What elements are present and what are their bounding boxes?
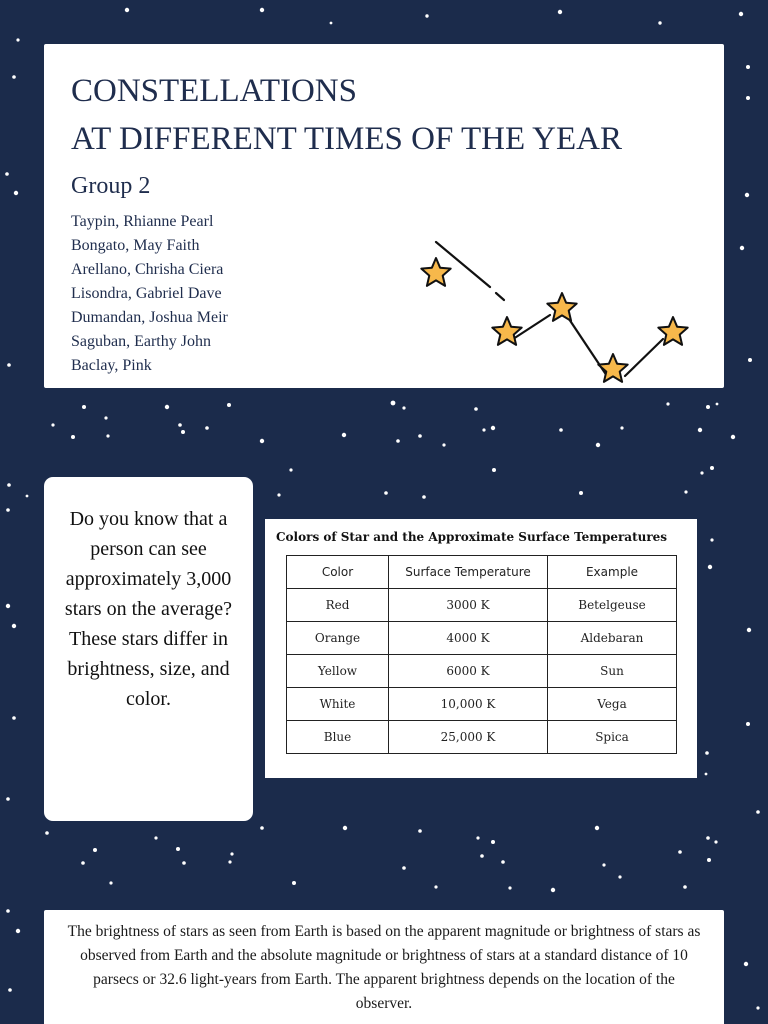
table-cell: Yellow (287, 655, 389, 688)
member-name: Saguban, Earthy John (71, 333, 211, 350)
table-cell: Sun (548, 655, 677, 688)
table-cell: Aldebaran (548, 622, 677, 655)
fact-text: Do you know that a person can see approximately 3,000 stars on the average? These stars differ in brightness, size, and color. (64, 508, 233, 710)
table-row (287, 622, 677, 655)
table-cell: 25,000 K (389, 721, 548, 754)
group-name: Group 2 (71, 173, 151, 199)
page-title-line-1: CONSTELLATIONS (71, 73, 357, 109)
table-row (287, 688, 677, 721)
temperature-table (286, 555, 677, 754)
member-name: Lisondra, Gabriel Dave (71, 285, 222, 302)
table-cell: Red (287, 589, 389, 622)
table-cell: Blue (287, 721, 389, 754)
column-header: Surface Temperature (389, 556, 548, 589)
table-title: Colors of Star and the Approximate Surface Temperatures (276, 530, 668, 544)
star-icon (598, 354, 627, 382)
star-icon (421, 258, 450, 286)
brightness-info-text: The brightness of stars as seen from Earth is based on the apparent magnitude or brightness of stars as observed from Earth and the absolute magnitude or brightness of stars at a standard distance of 10 parsecs or 32.6 light-years from Earth. The apparent brightness depends on the location of the observer. (67, 923, 701, 1012)
star-icon (492, 317, 521, 345)
member-list (71, 210, 228, 378)
member-name: Baclay, Pink (71, 357, 152, 374)
page-title-line-2: AT DIFFERENT TIMES OF THE YEAR (71, 121, 622, 157)
brightness-info-card (44, 910, 724, 1024)
table-row (287, 721, 677, 754)
temperature-table-card (265, 519, 697, 778)
table-cell: Spica (548, 721, 677, 754)
table-cell: 10,000 K (389, 688, 548, 721)
member-name: Dumandan, Joshua Meir (71, 309, 228, 326)
constellation-illustration (414, 216, 704, 406)
member-name: Arellano, Chrisha Ciera (71, 261, 224, 278)
table-cell: Vega (548, 688, 677, 721)
table-row (287, 655, 677, 688)
member-name: Taypin, Rhianne Pearl (71, 213, 214, 230)
member-name: Bongato, May Faith (71, 237, 200, 254)
table-cell: White (287, 688, 389, 721)
header-panel (44, 44, 724, 388)
table-header-row (287, 556, 677, 589)
column-header: Color (287, 556, 389, 589)
column-header: Example (548, 556, 677, 589)
fact-card (44, 477, 253, 821)
table-cell: 6000 K (389, 655, 548, 688)
table-row (287, 589, 677, 622)
table-cell: Orange (287, 622, 389, 655)
table-cell: 3000 K (389, 589, 548, 622)
star-icon (547, 293, 576, 321)
table-cell: Betelgeuse (548, 589, 677, 622)
table-cell: 4000 K (389, 622, 548, 655)
